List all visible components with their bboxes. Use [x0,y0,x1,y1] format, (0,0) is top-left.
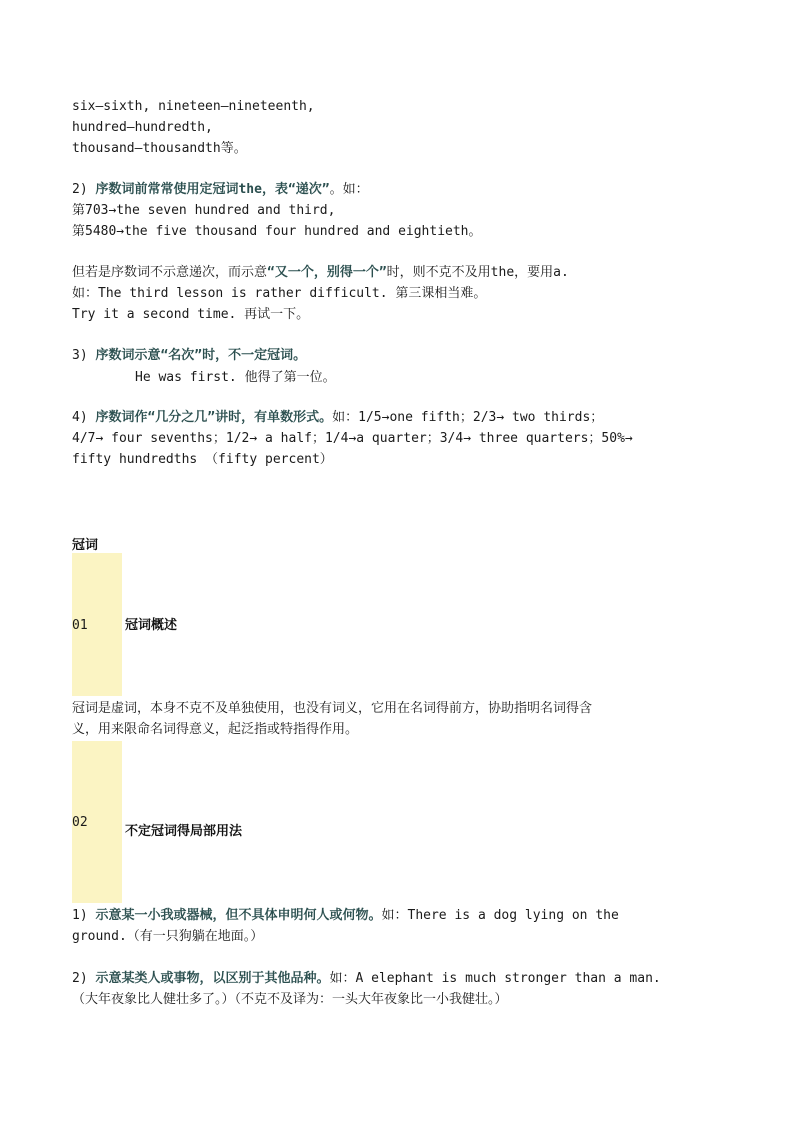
but-bold: “又一个，别得一个” [267,265,387,280]
q2-bold: 示意某类人或事物，以区别于其他品种。 [95,971,330,986]
but-post: 时，则不克不及用the，要用a. [386,265,569,280]
p3-example: He was first. 他得了第一位。 [135,370,336,385]
section-01-title: 冠词概述 [125,618,178,633]
section-02-number: 02 [72,815,88,830]
p2-bold: 序数词前常常使用定冠词the，表“递次” [95,182,330,197]
intro-line-1: six—sixth, nineteen—nineteenth, [72,99,315,114]
p2-num: 2) [72,182,88,197]
p2-heading [72,181,369,199]
q2-line-2: （大年夜象比人健壮多了。）（不克不及译为：一头大年夜象比一小我健壮。） [72,992,508,1007]
p4-heading [72,409,603,427]
p4-tail: 如：1/5→one fifth；2/3→ two thirds； [332,410,604,425]
q1-line-1 [72,907,619,925]
section-01-body-2: 义，用来限命名词得意义，起泛指或特指得作用。 [72,722,359,737]
q1-tail: 如：There is a dog lying on the [381,908,619,923]
but-pre: 但若是序数词不示意递次，而示意 [72,265,268,280]
p2-example-2: 第5480→the five thousand four hundred and eightieth。 [72,224,482,239]
intro-line-3: thousand—thousandth等。 [72,141,247,156]
q1-num: 1) [72,908,88,923]
but-example-1: 如：The third lesson is rather difficult. 第三课相当难。 [72,286,487,301]
q1-line-2: ground.（有一只狗躺在地面。） [72,929,264,944]
q2-num: 2) [72,971,88,986]
p4-num: 4) [72,410,88,425]
section-02-title: 不定冠词得局部用法 [125,824,243,839]
p2-tail: 。如： [329,182,369,197]
section-01-body-1: 冠词是虚词，本身不克不及单独使用，也没有词义，它用在名词得前方，协助指明名词得含 [72,701,593,716]
but-example-2: Try it a second time. 再试一下。 [72,307,310,322]
p3-heading [72,347,306,365]
p3-bold: 序数词示意“名次”时，不一定冠词。 [95,348,307,363]
p4-line-3: fifty hundredths （fifty percent） [72,452,333,467]
p3-num: 3) [72,348,88,363]
q1-bold: 示意某一小我或器械，但不具体申明何人或何物。 [95,908,382,923]
section-01-number: 01 [72,618,88,633]
p4-bold: 序数词作“几分之几”讲时，有单数形式。 [95,410,333,425]
p2-example-1: 第703→the seven hundred and third, [72,203,336,218]
q2-line-1 [72,970,661,988]
p4-line-2: 4/7→ four sevenths；1/2→ a half；1/4→a quarter；3/4→ three quarters；50%→ [72,431,633,446]
but-line [72,264,569,282]
section-title: 冠词 [72,538,99,553]
intro-line-2: hundred—hundredth, [72,120,213,135]
q2-tail: 如：A elephant is much stronger than a man. [329,971,661,986]
